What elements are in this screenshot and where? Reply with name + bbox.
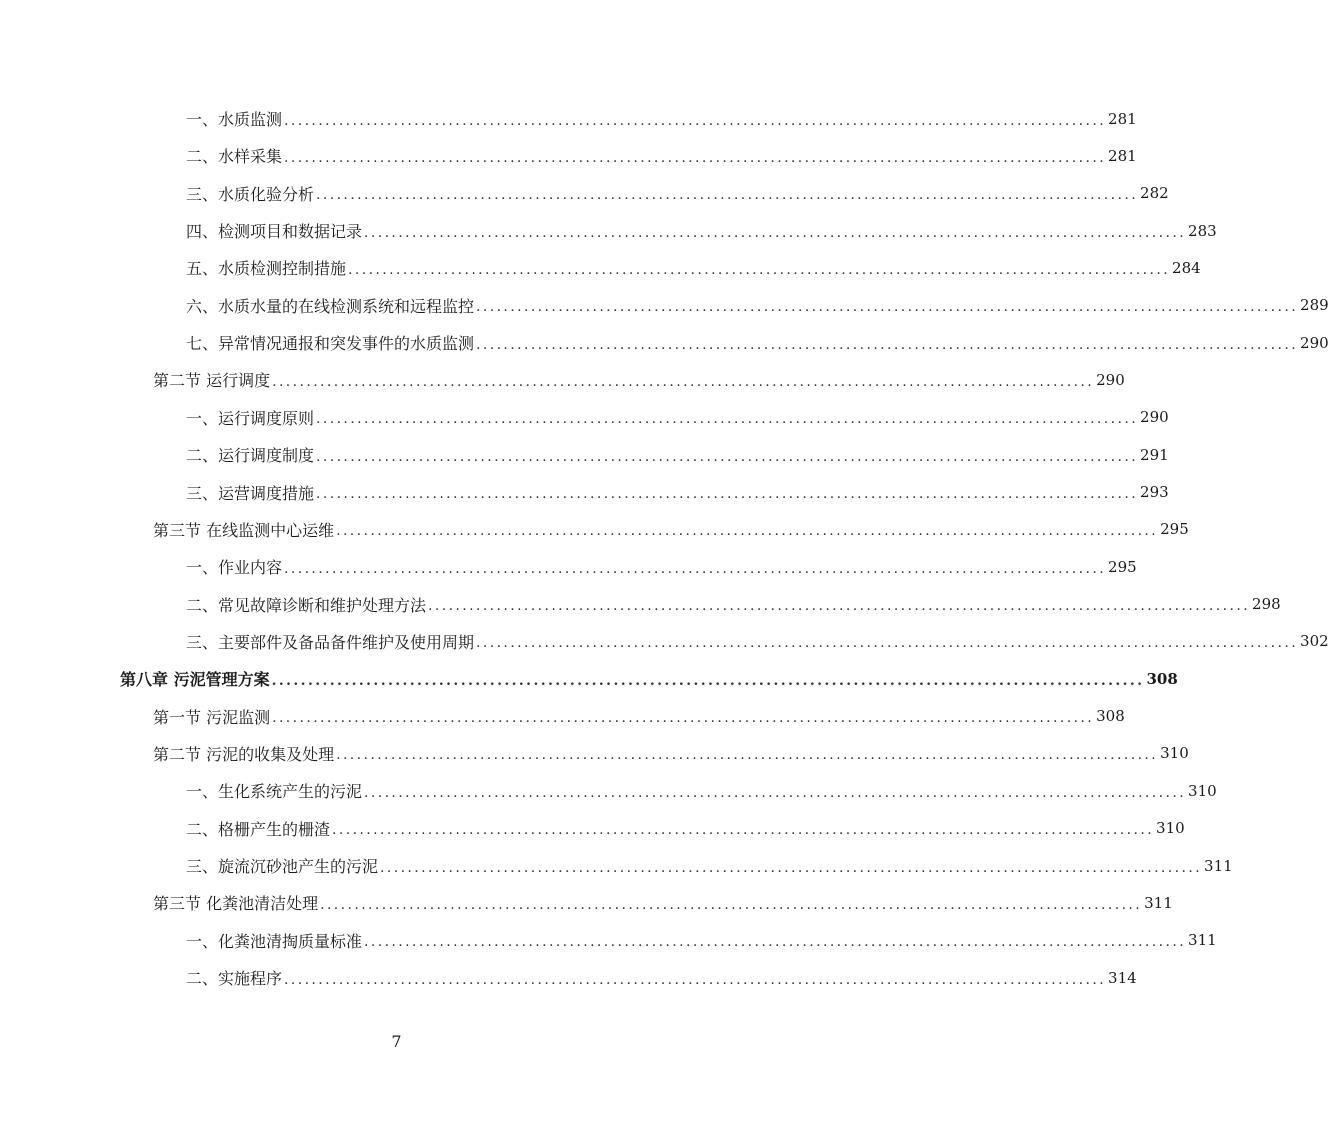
toc-entry-page: 290 — [1096, 370, 1125, 389]
toc-entry-title: 第二节 污泥的收集及处理 — [153, 744, 335, 764]
toc-dot-leader: ........................................................................................................................ — [364, 224, 1187, 241]
toc-dot-leader: ........................................................................................................................ — [428, 598, 1251, 615]
toc-subsection-entry — [186, 922, 1217, 959]
toc-entry-page: 283 — [1188, 221, 1217, 240]
toc-entry-title: 三、运营调度措施 — [186, 483, 315, 503]
toc-entry-title: 二、实施程序 — [186, 969, 283, 989]
toc-subsection-entry — [186, 399, 1169, 436]
toc-dot-leader: ........................................................................................................................ — [316, 486, 1139, 502]
toc-entry-title: 五、水质检测控制措施 — [186, 259, 347, 279]
toc-entry-page: 310 — [1156, 819, 1185, 838]
toc-dot-leader: ........................................................................................................................ — [364, 934, 1187, 951]
toc-entry-page: 302 — [1300, 632, 1329, 651]
toc-entry-page: 311 — [1188, 931, 1217, 950]
toc-entry-page: 308 — [1146, 669, 1178, 688]
toc-subsection-entry — [186, 623, 1329, 660]
toc-entry-title: 三、水质化验分析 — [186, 184, 315, 204]
toc-dot-leader: ........................................................................................................................ — [284, 149, 1107, 166]
toc-subsection-entry — [186, 175, 1169, 212]
toc-dot-leader: ........................................................................................................................ — [271, 672, 1145, 689]
toc-entry-title: 二、运行调度制度 — [186, 446, 315, 466]
toc-dot-leader: ........................................................................................................................ — [316, 187, 1139, 204]
toc-chapter-entry — [120, 660, 1178, 697]
toc-section-entry — [153, 511, 1189, 548]
toc-entry-title: 一、化粪池清掏质量标准 — [186, 931, 363, 951]
toc-subsection-entry — [186, 772, 1217, 809]
toc-entry-title: 一、生化系统产生的污泥 — [186, 782, 363, 802]
toc-entry-page: 291 — [1140, 445, 1169, 464]
toc-entry-page: 308 — [1096, 707, 1125, 726]
toc-entry-page: 289 — [1300, 296, 1329, 315]
toc-dot-leader: ........................................................................................................................ — [320, 896, 1143, 913]
toc-dot-leader: ........................................................................................................................ — [272, 373, 1095, 390]
toc-entry-page: 284 — [1172, 258, 1201, 277]
toc-subsection-entry — [186, 287, 1329, 324]
toc-entry-page: 311 — [1144, 893, 1173, 912]
toc-dot-leader: ........................................................................................................................ — [364, 784, 1187, 801]
toc-entry-title: 六、水质水量的在线检测系统和远程监控 — [186, 296, 475, 316]
toc-entry-title: 一、运行调度原则 — [186, 408, 315, 428]
toc-dot-leader: ........................................................................................................................ — [476, 635, 1299, 652]
toc-dot-leader: ........................................................................................................................ — [284, 560, 1107, 577]
toc-entry-title: 四、检测项目和数据记录 — [186, 222, 363, 242]
toc-entry-page: 290 — [1300, 333, 1329, 352]
toc-entry-title: 三、旋流沉砂池产生的污泥 — [186, 857, 379, 876]
toc-entry-page: 298 — [1252, 595, 1281, 614]
toc-section-entry — [153, 698, 1125, 735]
toc-entry-page: 290 — [1140, 408, 1169, 427]
toc-dot-leader: ........................................................................................................................ — [284, 971, 1107, 988]
toc-dot-leader: ........................................................................................................................ — [316, 448, 1139, 465]
toc-entry-page: 310 — [1160, 744, 1189, 763]
toc-subsection-entry — [186, 810, 1185, 847]
toc-entry-title: 一、作业内容 — [186, 558, 283, 578]
toc-subsection-entry — [186, 548, 1137, 585]
toc-subsection-entry — [186, 137, 1137, 174]
page-number: 7 — [391, 1032, 402, 1051]
toc-subsection-entry — [186, 474, 1169, 511]
toc-subsection-entry — [186, 324, 1329, 361]
toc-dot-leader: ........................................................................................................................ — [284, 112, 1107, 129]
toc-entry-page: 293 — [1140, 483, 1169, 501]
toc-section-entry — [153, 884, 1173, 921]
toc-entry-title: 二、水样采集 — [186, 147, 283, 167]
toc-entry-title: 第三节 在线监测中心运维 — [153, 520, 335, 540]
toc-section-entry — [153, 361, 1125, 398]
toc-entry-page: 281 — [1108, 146, 1137, 165]
toc-entry-title: 七、异常情况通报和突发事件的水质监测 — [186, 334, 475, 354]
toc-entry-page: 295 — [1160, 520, 1189, 539]
toc-subsection-entry — [186, 847, 1233, 884]
toc-entry-title: 第二节 运行调度 — [153, 371, 271, 391]
toc-dot-leader: ........................................................................................................................ — [332, 822, 1155, 839]
toc-dot-leader: ........................................................................................................................ — [336, 523, 1159, 540]
toc-subsection-entry — [186, 586, 1281, 623]
toc-entry-title: 第一节 污泥监测 — [153, 707, 271, 727]
toc-section-entry — [153, 735, 1189, 772]
toc-entry-title: 三、主要部件及备品备件维护及使用周期 — [186, 632, 475, 652]
toc-entry-page: 282 — [1140, 184, 1169, 203]
toc-dot-leader: ........................................................................................................................ — [476, 299, 1299, 316]
toc-entry-title: 第三节 化粪池清洁处理 — [153, 894, 319, 914]
toc-entry-title: 二、常见故障诊断和维护处理方法 — [186, 595, 427, 615]
toc-entry-title: 二、格栅产生的栅渣 — [186, 819, 331, 839]
toc-subsection-entry — [186, 212, 1217, 249]
toc-entry-page: 295 — [1108, 557, 1137, 576]
toc-dot-leader: ........................................................................................................................ — [380, 859, 1203, 876]
toc-entry-page: 310 — [1188, 781, 1217, 800]
toc-subsection-entry — [186, 959, 1137, 996]
toc-dot-leader: ........................................................................................................................ — [272, 710, 1095, 727]
toc-subsection-entry — [186, 436, 1169, 473]
toc-subsection-entry — [186, 249, 1201, 286]
toc-dot-leader: ........................................................................................................................ — [476, 336, 1299, 353]
toc-entry-page: 314 — [1108, 968, 1137, 987]
toc-entry-page: 311 — [1204, 856, 1233, 875]
toc-entry-title: 第八章 污泥管理方案 — [120, 670, 270, 690]
toc-dot-leader: ........................................................................................................................ — [348, 261, 1171, 278]
toc-entry-page: 281 — [1108, 109, 1137, 128]
toc-subsection-entry — [186, 100, 1137, 137]
toc-dot-leader: ........................................................................................................................ — [316, 411, 1139, 428]
toc-dot-leader: ........................................................................................................................ — [336, 747, 1159, 764]
toc-entry-title: 一、水质监测 — [186, 110, 283, 129]
